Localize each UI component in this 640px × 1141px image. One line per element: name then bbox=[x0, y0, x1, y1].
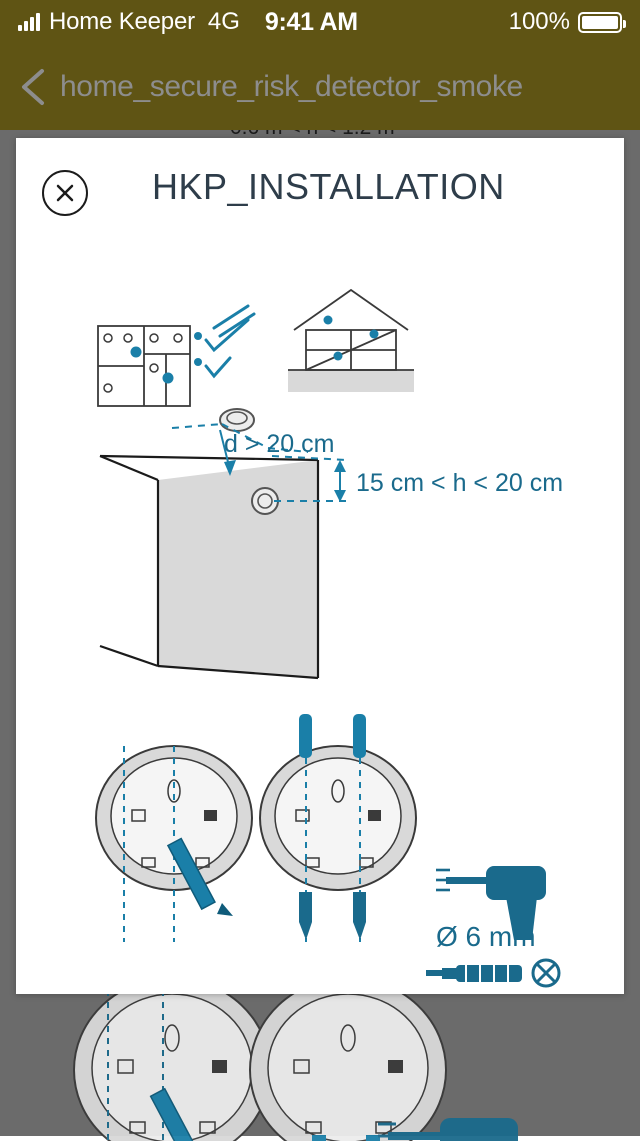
distance-label: d > 20 cm bbox=[224, 430, 335, 458]
checkmark-icon bbox=[194, 306, 254, 376]
ceiling-wall-corner-icon bbox=[100, 456, 318, 678]
drill-diameter-label: Ø 6 mm bbox=[436, 921, 536, 952]
installation-modal bbox=[16, 138, 624, 994]
status-bar bbox=[0, 0, 640, 44]
navigation-bar bbox=[0, 44, 640, 130]
page-title: home_secure_risk_detector_smoke bbox=[60, 70, 523, 103]
network-type-label: 4G bbox=[207, 8, 240, 35]
height-range-label: 15 cm < h < 20 cm bbox=[356, 469, 564, 497]
battery-percent-label: 100% bbox=[508, 8, 570, 35]
screwdriver-icon bbox=[426, 960, 559, 986]
carrier-label: Home Keeper bbox=[49, 8, 195, 35]
battery-full-icon bbox=[578, 12, 622, 33]
modal-title: HKP_INSTALLATION bbox=[152, 166, 505, 207]
clock-label: 9:41 AM bbox=[264, 7, 358, 36]
close-circle-icon[interactable] bbox=[42, 170, 88, 216]
signal-bars-icon bbox=[18, 13, 40, 31]
back-chevron-icon[interactable] bbox=[14, 63, 54, 111]
wall-plug-icon bbox=[299, 892, 366, 940]
installation-diagram bbox=[16, 248, 624, 994]
modal-header bbox=[16, 138, 624, 248]
house-section-icon bbox=[288, 290, 414, 392]
modal-body bbox=[16, 248, 624, 994]
floorplan-icon bbox=[98, 326, 190, 406]
smoke-detector-base-icon-right bbox=[260, 746, 416, 942]
ceiling-detector-icon bbox=[220, 409, 254, 431]
